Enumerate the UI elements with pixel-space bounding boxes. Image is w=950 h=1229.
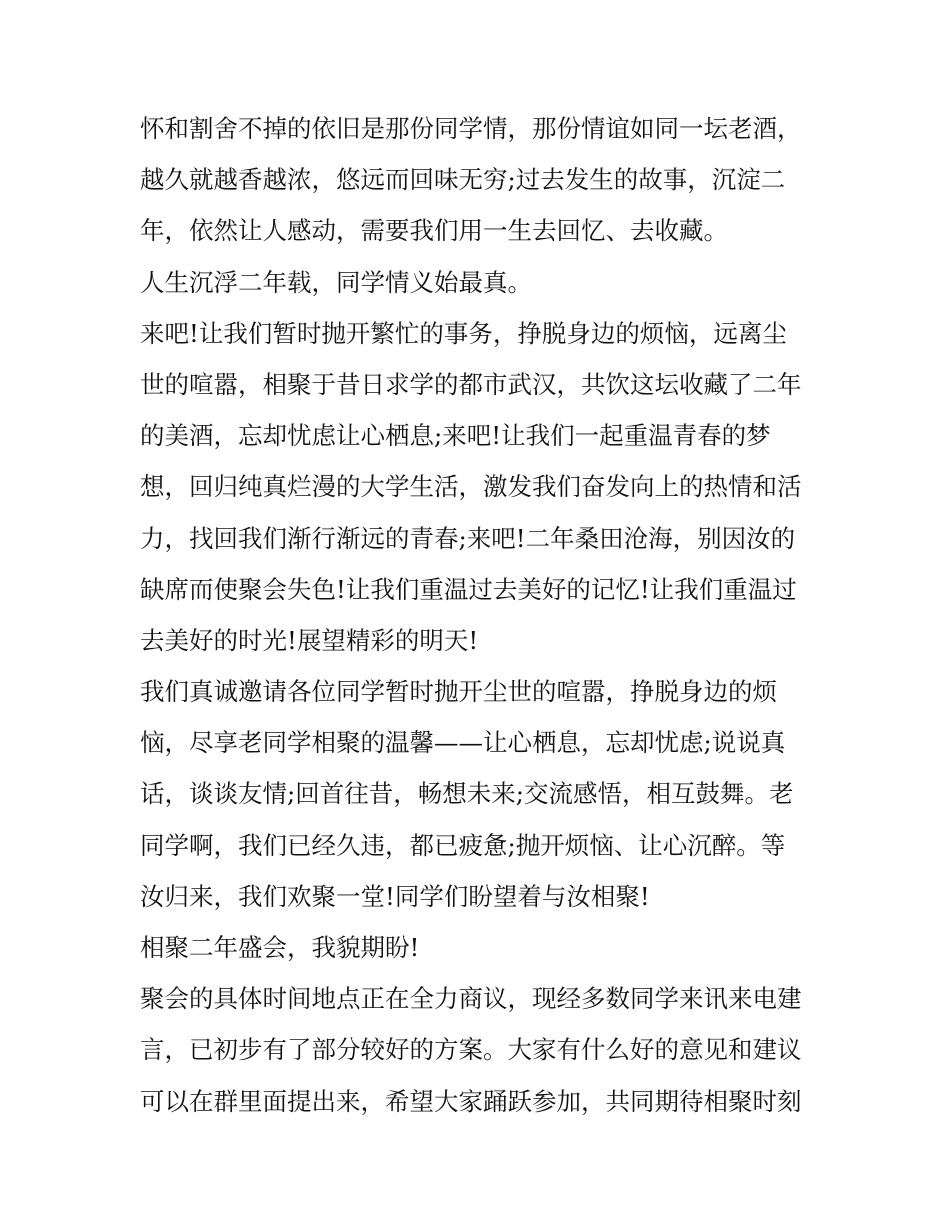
text-line: 恼，尽享老同学相聚的温馨——让心栖息，忘却忧虑;说说真 <box>140 728 786 758</box>
text-line: 聚会的具体时间地点正在全力商议，现经多数同学来讯来电建 <box>140 984 802 1014</box>
body-text <box>140 103 820 1127</box>
text-line: 汝归来，我们欢聚一堂!同学们盼望着与汝相聚! <box>140 881 650 911</box>
text-line: 话，谈谈友情;回首往昔，畅想未来;交流感悟，相互鼓舞。老 <box>140 779 794 809</box>
text-line: 怀和割舍不掉的依旧是那份同学情，那份情谊如同一坛老酒， <box>140 114 802 143</box>
text-line: 缺席而使聚会失色!让我们重温过去美好的记忆!让我们重温过 <box>140 574 797 604</box>
text-line: 言，已初步有了部分较好的方案。大家有什么好的意见和建议 <box>140 1035 802 1065</box>
text-line: 的美酒，忘却忧虑让心栖息;来吧!让我们一起重温青春的梦 <box>140 421 771 451</box>
text-line: 年，依然让人感动，需要我们用一生去回忆、去收藏。 <box>140 216 728 246</box>
text-line: 可以在群里面提出来，希望大家踊跃参加，共同期待相聚时刻 <box>140 1086 802 1116</box>
text-line: 想，回归纯真烂漫的大学生活，激发我们奋发向上的热情和活 <box>140 472 802 502</box>
text-line: 我们真诚邀请各位同学暂时抛开尘世的喧嚣，挣脱身边的烦 <box>140 677 777 707</box>
text-line: 相聚二年盛会，我貌期盼! <box>140 933 420 962</box>
text-line: 越久就越香越浓，悠远而回味无穷;过去发生的故事，沉淀二 <box>140 165 786 195</box>
text-line: 来吧!让我们暂时抛开繁忙的事务，挣脱身边的烦恼，远离尘 <box>140 318 787 348</box>
text-line: 人生沉浮二年载，同学情义始最真。 <box>140 267 532 297</box>
text-line: 世的喧嚣，相聚于昔日求学的都市武汉，共饮这坛收藏了二年 <box>140 369 802 399</box>
text-line: 力，找回我们渐行渐远的青春;来吧!二年桑田沧海，别因汝的 <box>140 523 796 553</box>
text-line: 去美好的时光!展望精彩的明天! <box>140 625 479 655</box>
text-line: 同学啊，我们已经久违，都已疲惫;抛开烦恼、让心沉醉。等 <box>140 830 786 860</box>
